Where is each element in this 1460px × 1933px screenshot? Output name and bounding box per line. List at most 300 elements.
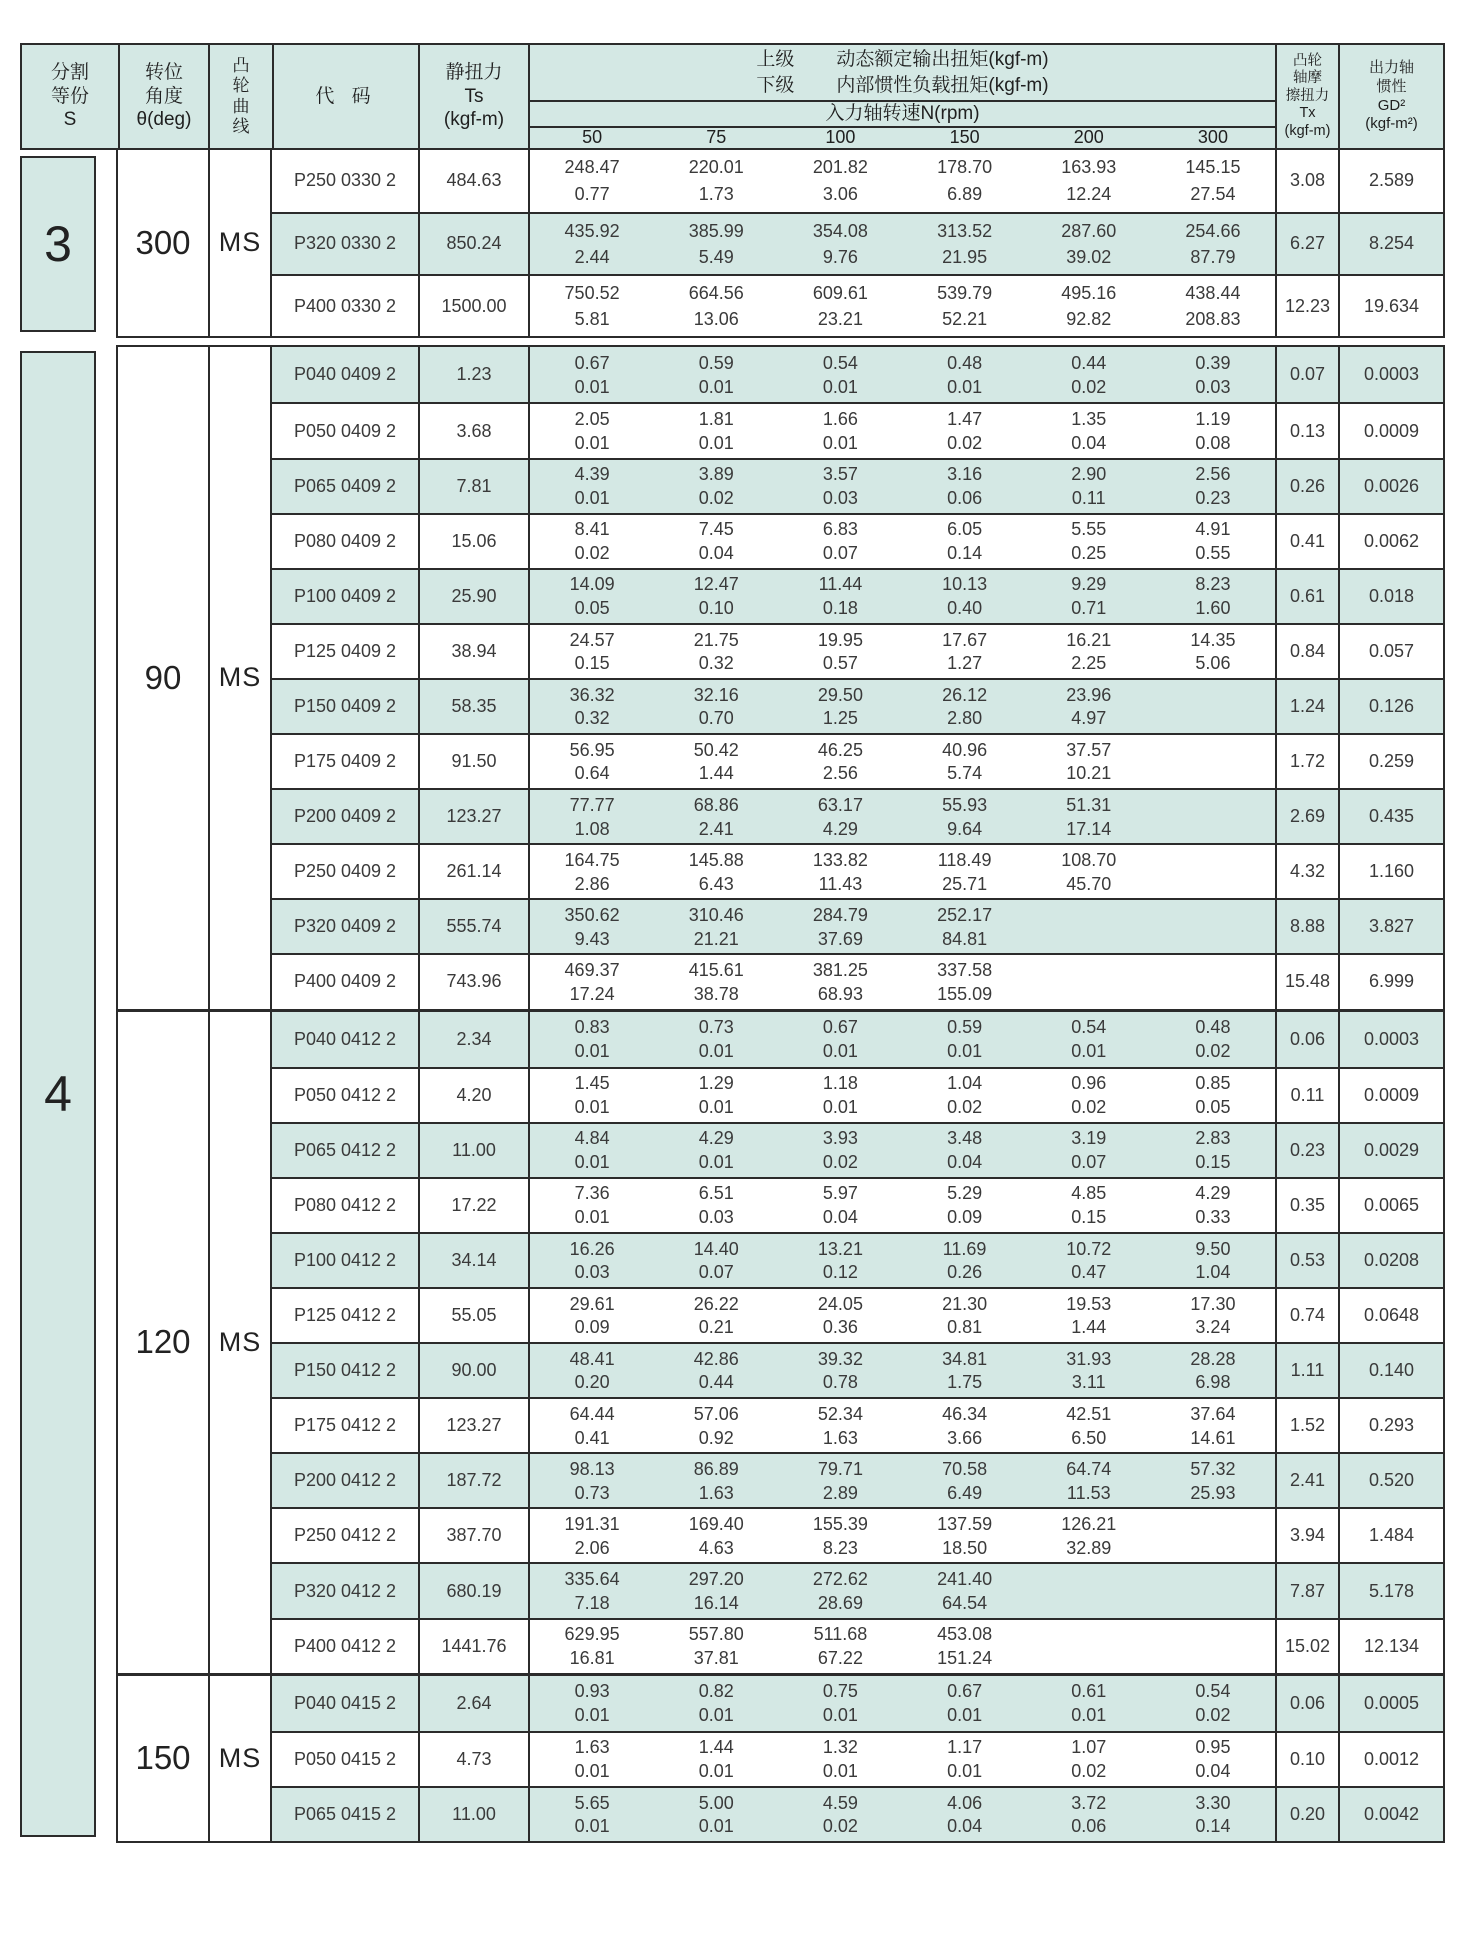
rpm-cell [530, 1069, 654, 1122]
friction-torque-cell: 1.11 [1275, 1344, 1338, 1397]
inertia-cell: 0.140 [1338, 1344, 1443, 1397]
inertia-cell: 0.018 [1338, 570, 1443, 623]
static-torque-cell: 680.19 [418, 1564, 528, 1617]
lower-inertia-value: 64.54 [942, 1592, 988, 1613]
rpm-values [528, 1733, 1275, 1786]
friction-torque-cell: 0.84 [1275, 625, 1338, 678]
header-static-torque [418, 45, 528, 148]
upper-torque-value: 16.21 [1066, 629, 1112, 650]
group-s3 [20, 148, 1445, 339]
lower-inertia-value: 0.15 [1195, 1152, 1231, 1173]
inertia-cell: 0.0003 [1338, 1012, 1443, 1067]
table-row [272, 458, 1443, 513]
lower-inertia-value: 2.80 [947, 708, 983, 729]
lower-inertia-value: 0.36 [822, 1317, 858, 1338]
header-tx-line: 擦扭力 [1285, 87, 1330, 104]
upper-torque-value: 4.85 [1071, 1183, 1107, 1204]
header-dynamic-block [528, 45, 1275, 148]
upper-torque-value: 297.20 [688, 1569, 744, 1590]
rpm-cell [654, 955, 778, 1008]
rpm-cell [654, 214, 778, 274]
upper-torque-value: 163.93 [1061, 157, 1117, 178]
code-cell: P080 0409 2 [293, 530, 397, 551]
upper-torque-value: 0.75 [822, 1681, 858, 1701]
rpm-cell [778, 1454, 902, 1507]
rpm-cell [654, 1564, 778, 1617]
friction-torque-cell: 1.72 [1275, 735, 1338, 788]
upper-torque-value: 12.47 [693, 574, 739, 595]
cam-curve-cell: MS [208, 1676, 272, 1841]
inertia-cell: 0.0062 [1338, 515, 1443, 568]
lower-inertia-value: 1.25 [822, 708, 858, 729]
inertia-cell: 0.0029 [1338, 1124, 1443, 1177]
lower-inertia-value: 10.21 [1066, 763, 1112, 784]
lower-inertia-value: 6.50 [1071, 1427, 1107, 1448]
static-torque-cell: 261.14 [418, 845, 528, 898]
upper-torque-value: 169.40 [688, 1514, 744, 1535]
lower-inertia-value: 0.26 [947, 1262, 983, 1283]
rpm-cell [530, 1289, 654, 1342]
upper-torque-value: 354.08 [812, 220, 868, 241]
lower-inertia-value: 1.08 [574, 818, 610, 839]
friction-torque-cell: 8.88 [1275, 900, 1338, 953]
rpm-cell [654, 680, 778, 733]
rpm-values [528, 1012, 1275, 1067]
rpm-cell [1027, 515, 1151, 568]
upper-torque-value: 0.95 [1195, 1737, 1231, 1758]
lower-inertia-value: 0.01 [698, 1816, 734, 1837]
rpm-cell [530, 1733, 654, 1786]
lower-inertia-value: 2.86 [574, 873, 610, 894]
lower-inertia-value: 0.18 [822, 598, 858, 619]
header-ts-line: (kgf-m) [443, 109, 505, 131]
rpm-values [528, 1289, 1275, 1342]
rpm-cell [1151, 347, 1275, 402]
upper-torque-value: 1.29 [698, 1073, 734, 1094]
lower-inertia-value: 17.14 [1066, 818, 1112, 839]
upper-torque-value: 248.47 [564, 157, 620, 178]
lower-inertia-value: 39.02 [1066, 246, 1112, 267]
rpm-cell [1151, 460, 1275, 513]
header-rpm-value: 200 [1073, 127, 1104, 148]
inertia-cell: 2.589 [1338, 150, 1443, 212]
lower-inertia-value: 0.15 [1071, 1207, 1107, 1228]
rpm-cell [778, 625, 902, 678]
upper-torque-value: 37.64 [1190, 1403, 1236, 1424]
rpm-cell [903, 1509, 1027, 1562]
upper-torque-value: 63.17 [817, 794, 863, 815]
rpm-cell [530, 1012, 654, 1067]
code-cell: P200 0412 2 [293, 1470, 397, 1491]
rpm-cell [1151, 1069, 1275, 1122]
lower-inertia-value: 0.10 [698, 598, 734, 619]
rpm-cell [903, 404, 1027, 457]
code-cell: P050 0409 2 [293, 420, 397, 441]
static-torque-cell: 58.35 [418, 680, 528, 733]
table-row [272, 1342, 1443, 1397]
rpm-cell [1151, 955, 1275, 1008]
rpm-cell [778, 276, 902, 336]
header-rpm-value: 150 [949, 127, 980, 148]
rpm-cell [1151, 570, 1275, 623]
header-lower-label: 下级 [756, 74, 795, 96]
upper-torque-value: 381.25 [812, 960, 868, 981]
static-torque-cell: 555.74 [418, 900, 528, 953]
rpm-values [528, 1234, 1275, 1287]
upper-torque-value: 178.70 [937, 157, 993, 178]
upper-torque-value: 337.58 [937, 960, 993, 981]
section-90 [118, 347, 1443, 1008]
header-angle-line: θ(deg) [136, 109, 192, 131]
friction-torque-cell: 12.23 [1275, 276, 1338, 336]
lower-inertia-value: 0.02 [574, 543, 610, 564]
lower-inertia-value: 9.64 [947, 818, 983, 839]
upper-torque-value: 3.93 [822, 1128, 858, 1149]
rpm-cell [1151, 1733, 1275, 1786]
header-division-line: 分割 [50, 61, 89, 83]
header-level-labels [756, 47, 794, 98]
upper-torque-value: 14.40 [693, 1238, 739, 1259]
rpm-cell [1027, 1509, 1151, 1562]
rpm-values [528, 1620, 1275, 1673]
upper-torque-value: 55.93 [942, 794, 988, 815]
static-torque-cell: 2.64 [418, 1676, 528, 1731]
inertia-cell: 0.0208 [1338, 1234, 1443, 1287]
rpm-cell [654, 1676, 778, 1731]
rpm-cell [778, 680, 902, 733]
upper-torque-value: 77.77 [569, 794, 615, 815]
static-torque-cell: 743.96 [418, 955, 528, 1008]
table-row [272, 1618, 1443, 1673]
lower-inertia-value: 0.21 [698, 1317, 734, 1338]
lower-inertia-value: 0.33 [1195, 1207, 1231, 1228]
header-angle-line: 转位 [144, 61, 183, 83]
rpm-cell [1151, 1399, 1275, 1452]
rpm-values [528, 1564, 1275, 1617]
lower-inertia-value: 12.24 [1066, 184, 1112, 205]
lower-inertia-value: 0.25 [1071, 543, 1107, 564]
lower-inertia-value: 0.01 [822, 1705, 858, 1726]
header-cam-line: 曲 [232, 96, 250, 116]
rpm-cell [903, 347, 1027, 402]
rpm-cell [778, 1289, 902, 1342]
rpm-cell [778, 150, 902, 212]
lower-inertia-value: 67.22 [817, 1647, 863, 1668]
rpm-cell [778, 1179, 902, 1232]
upper-torque-value: 8.41 [574, 519, 610, 540]
friction-torque-cell: 7.87 [1275, 1564, 1338, 1617]
upper-torque-value: 0.67 [822, 1016, 858, 1037]
upper-torque-value: 469.37 [564, 960, 620, 981]
friction-torque-cell: 0.23 [1275, 1124, 1338, 1177]
static-torque-cell: 4.73 [418, 1733, 528, 1786]
rpm-cell [1151, 1012, 1275, 1067]
upper-torque-value: 11.44 [818, 574, 863, 595]
lower-inertia-value: 0.14 [1195, 1816, 1231, 1837]
table-row [272, 1676, 1443, 1731]
rpm-cell [903, 1289, 1027, 1342]
upper-torque-value: 3.19 [1071, 1128, 1107, 1149]
upper-torque-value: 539.79 [937, 283, 993, 304]
lower-inertia-value: 0.01 [574, 1152, 610, 1173]
rpm-cell [654, 404, 778, 457]
inertia-cell: 0.0012 [1338, 1733, 1443, 1786]
upper-torque-value: 3.30 [1195, 1792, 1231, 1813]
group-grid [116, 345, 1445, 1843]
upper-torque-value: 16.26 [569, 1238, 615, 1259]
upper-torque-value: 0.54 [1195, 1681, 1231, 1701]
lower-inertia-value: 87.79 [1190, 246, 1236, 267]
upper-torque-value: 19.95 [817, 629, 863, 650]
code-cell: P125 0412 2 [293, 1305, 397, 1326]
rpm-values [528, 214, 1275, 274]
rpm-cell [903, 276, 1027, 336]
inertia-cell: 0.293 [1338, 1399, 1443, 1452]
lower-inertia-value: 0.05 [1195, 1096, 1231, 1117]
rpm-cell [654, 1124, 778, 1177]
group-s4 [20, 345, 1445, 1843]
rpm-cell [1027, 347, 1151, 402]
lower-inertia-value: 0.01 [698, 432, 734, 453]
upper-torque-value: 1.45 [574, 1073, 610, 1094]
lower-inertia-value: 84.81 [942, 928, 988, 949]
friction-torque-cell: 3.94 [1275, 1509, 1338, 1562]
lower-inertia-value: 3.06 [822, 184, 858, 205]
table-row [272, 1122, 1443, 1177]
lower-inertia-value: 1.60 [1195, 598, 1231, 619]
lower-inertia-value: 0.78 [822, 1372, 858, 1393]
lower-inertia-value: 0.32 [698, 653, 734, 674]
code-cell: P320 0409 2 [293, 916, 397, 937]
friction-torque-cell: 3.08 [1275, 150, 1338, 212]
rpm-cell [1027, 1234, 1151, 1287]
rpm-cell [1027, 1733, 1151, 1786]
upper-torque-value: 3.72 [1071, 1792, 1107, 1813]
upper-torque-value: 2.05 [574, 409, 610, 430]
upper-torque-value: 0.48 [947, 352, 983, 373]
lower-inertia-value: 0.01 [822, 377, 858, 398]
code-cell: P100 0409 2 [293, 585, 397, 606]
lower-inertia-value: 0.02 [698, 487, 734, 508]
upper-torque-value: 1.63 [574, 1737, 610, 1758]
upper-torque-value: 8.23 [1195, 574, 1231, 595]
upper-torque-value: 133.82 [812, 849, 868, 870]
friction-torque-cell: 0.10 [1275, 1733, 1338, 1786]
rpm-values [528, 1788, 1275, 1841]
rpm-cell [1151, 735, 1275, 788]
upper-torque-value: 68.86 [693, 794, 739, 815]
header-division [22, 45, 118, 148]
lower-inertia-value: 0.06 [1071, 1816, 1107, 1837]
code-cell: P125 0409 2 [293, 640, 397, 661]
upper-torque-value: 9.50 [1195, 1238, 1231, 1259]
upper-torque-value: 5.55 [1071, 519, 1107, 540]
inertia-cell: 6.999 [1338, 955, 1443, 1008]
lower-inertia-value: 6.49 [947, 1482, 983, 1503]
lower-inertia-value: 0.92 [698, 1427, 734, 1448]
lower-inertia-value: 21.21 [693, 928, 739, 949]
rpm-cell [903, 515, 1027, 568]
upper-torque-value: 23.96 [1066, 684, 1112, 705]
upper-torque-value: 28.28 [1190, 1348, 1236, 1369]
upper-torque-value: 21.75 [693, 629, 739, 650]
spec-table [20, 43, 1445, 1843]
lower-inertia-value: 4.63 [698, 1537, 734, 1558]
lower-inertia-value: 8.23 [822, 1537, 858, 1558]
rpm-cell [530, 1564, 654, 1617]
rpm-cell [778, 845, 902, 898]
rpm-cell [1027, 900, 1151, 953]
rpm-cell [778, 570, 902, 623]
upper-torque-value: 17.30 [1190, 1293, 1236, 1314]
cam-curve-cell: MS [208, 1012, 272, 1673]
inertia-cell: 0.0026 [1338, 460, 1443, 513]
rpm-cell [530, 1676, 654, 1731]
rpm-values [528, 347, 1275, 402]
rpm-cell [778, 1564, 902, 1617]
table-row [272, 1562, 1443, 1617]
lower-inertia-value: 0.01 [947, 1041, 983, 1062]
inertia-cell: 19.634 [1338, 276, 1443, 336]
static-torque-cell: 123.27 [418, 790, 528, 843]
upper-torque-value: 0.59 [698, 352, 734, 373]
lower-inertia-value: 2.56 [822, 763, 858, 784]
lower-inertia-value: 0.44 [698, 1372, 734, 1393]
upper-torque-value: 145.15 [1185, 157, 1241, 178]
rpm-cell [903, 680, 1027, 733]
static-torque-cell: 38.94 [418, 625, 528, 678]
lower-inertia-value: 1.63 [822, 1427, 858, 1448]
upper-torque-value: 29.61 [569, 1293, 615, 1314]
upper-torque-value: 0.39 [1195, 352, 1231, 373]
table-row [272, 1177, 1443, 1232]
header-ts-line: 静扭力 [445, 61, 503, 83]
lower-inertia-value: 25.93 [1190, 1482, 1236, 1503]
friction-torque-cell: 0.13 [1275, 404, 1338, 457]
lower-inertia-value: 0.02 [1195, 1705, 1231, 1726]
rpm-cell [654, 1509, 778, 1562]
static-torque-cell: 187.72 [418, 1454, 528, 1507]
upper-torque-value: 241.40 [937, 1569, 993, 1590]
lower-inertia-value: 11.43 [818, 873, 863, 894]
rpm-cell [530, 150, 654, 212]
rpm-cell [654, 1733, 778, 1786]
upper-torque-value: 57.06 [693, 1403, 739, 1424]
lower-inertia-value: 0.01 [698, 1705, 734, 1726]
upper-torque-value: 4.84 [574, 1128, 610, 1149]
static-torque-cell: 17.22 [418, 1179, 528, 1232]
lower-inertia-value: 32.89 [1066, 1537, 1112, 1558]
upper-torque-value: 29.50 [817, 684, 863, 705]
rpm-cell [530, 1179, 654, 1232]
lower-inertia-value: 6.43 [698, 873, 734, 894]
rpm-values [528, 845, 1275, 898]
rows [272, 1012, 1443, 1673]
header-division-line: S [63, 109, 77, 131]
upper-torque-value: 201.82 [812, 157, 868, 178]
table-header [20, 43, 1445, 150]
section-300 [118, 150, 1443, 337]
header-tx-line: 凸轮 [1293, 53, 1322, 70]
lower-inertia-value: 27.54 [1190, 184, 1236, 205]
rpm-cell [778, 1344, 902, 1397]
friction-torque-cell: 0.06 [1275, 1012, 1338, 1067]
lower-inertia-value: 2.89 [822, 1482, 858, 1503]
rpm-cell [1151, 1234, 1275, 1287]
code-cell: P150 0412 2 [293, 1360, 397, 1381]
rpm-cell [1151, 515, 1275, 568]
inertia-cell: 1.484 [1338, 1509, 1443, 1562]
rpm-cell [903, 460, 1027, 513]
lower-inertia-value: 0.71 [1071, 598, 1107, 619]
upper-torque-value: 1.19 [1195, 409, 1231, 430]
inertia-cell: 0.0009 [1338, 1069, 1443, 1122]
upper-torque-value: 438.44 [1185, 283, 1241, 304]
rpm-cell [903, 955, 1027, 1008]
upper-torque-value: 750.52 [564, 283, 620, 304]
header-torque-desc [836, 47, 1048, 98]
header-tx-line: 轴摩 [1293, 70, 1322, 87]
code-cell: P400 0412 2 [293, 1635, 397, 1656]
angle-cell: 120 [118, 1012, 208, 1673]
upper-torque-value: 0.59 [947, 1016, 983, 1037]
lower-inertia-value: 45.70 [1066, 873, 1112, 894]
header-tx-line: (kgf-m) [1284, 122, 1331, 139]
lower-inertia-value: 4.29 [822, 818, 858, 839]
static-torque-cell: 1.23 [418, 347, 528, 402]
header-gd-line: 出力轴 [1368, 59, 1414, 76]
lower-inertia-value: 0.01 [947, 1761, 983, 1782]
rpm-cell [1151, 845, 1275, 898]
cam-curve-cell: MS [208, 347, 272, 1008]
lower-inertia-value: 5.49 [698, 246, 734, 267]
upper-torque-value: 191.31 [564, 1514, 620, 1535]
upper-torque-value: 629.95 [564, 1624, 620, 1645]
rpm-cell [1151, 1289, 1275, 1342]
upper-torque-value: 79.71 [817, 1458, 863, 1479]
rpm-cell [1027, 1179, 1151, 1232]
rpm-cell [778, 1509, 902, 1562]
lower-inertia-value: 11.53 [1066, 1482, 1111, 1503]
lower-inertia-value: 0.07 [822, 543, 858, 564]
inertia-cell: 0.0065 [1338, 1179, 1443, 1232]
rpm-cell [778, 460, 902, 513]
upper-torque-value: 557.80 [688, 1624, 744, 1645]
rpm-cell [1027, 1124, 1151, 1177]
static-torque-cell: 34.14 [418, 1234, 528, 1287]
upper-torque-value: 0.85 [1195, 1073, 1231, 1094]
lower-inertia-value: 0.02 [1071, 1761, 1107, 1782]
table-row [272, 1012, 1443, 1067]
rpm-cell [903, 1399, 1027, 1452]
rpm-cell [1027, 404, 1151, 457]
rpm-cell [530, 404, 654, 457]
lower-inertia-value: 16.81 [569, 1647, 615, 1668]
code-cell: P065 0409 2 [293, 475, 397, 496]
rpm-cell [1027, 790, 1151, 843]
rpm-cell [530, 1399, 654, 1452]
rows [272, 150, 1443, 337]
rpm-cell [1027, 680, 1151, 733]
lower-inertia-value: 6.89 [947, 184, 983, 205]
friction-torque-cell: 4.32 [1275, 845, 1338, 898]
upper-torque-value: 10.13 [942, 574, 988, 595]
static-torque-cell: 55.05 [418, 1289, 528, 1342]
lower-inertia-value: 0.01 [698, 1096, 734, 1117]
upper-torque-value: 4.91 [1195, 519, 1231, 540]
upper-torque-value: 36.32 [569, 684, 615, 705]
lower-inertia-value: 0.02 [947, 432, 983, 453]
